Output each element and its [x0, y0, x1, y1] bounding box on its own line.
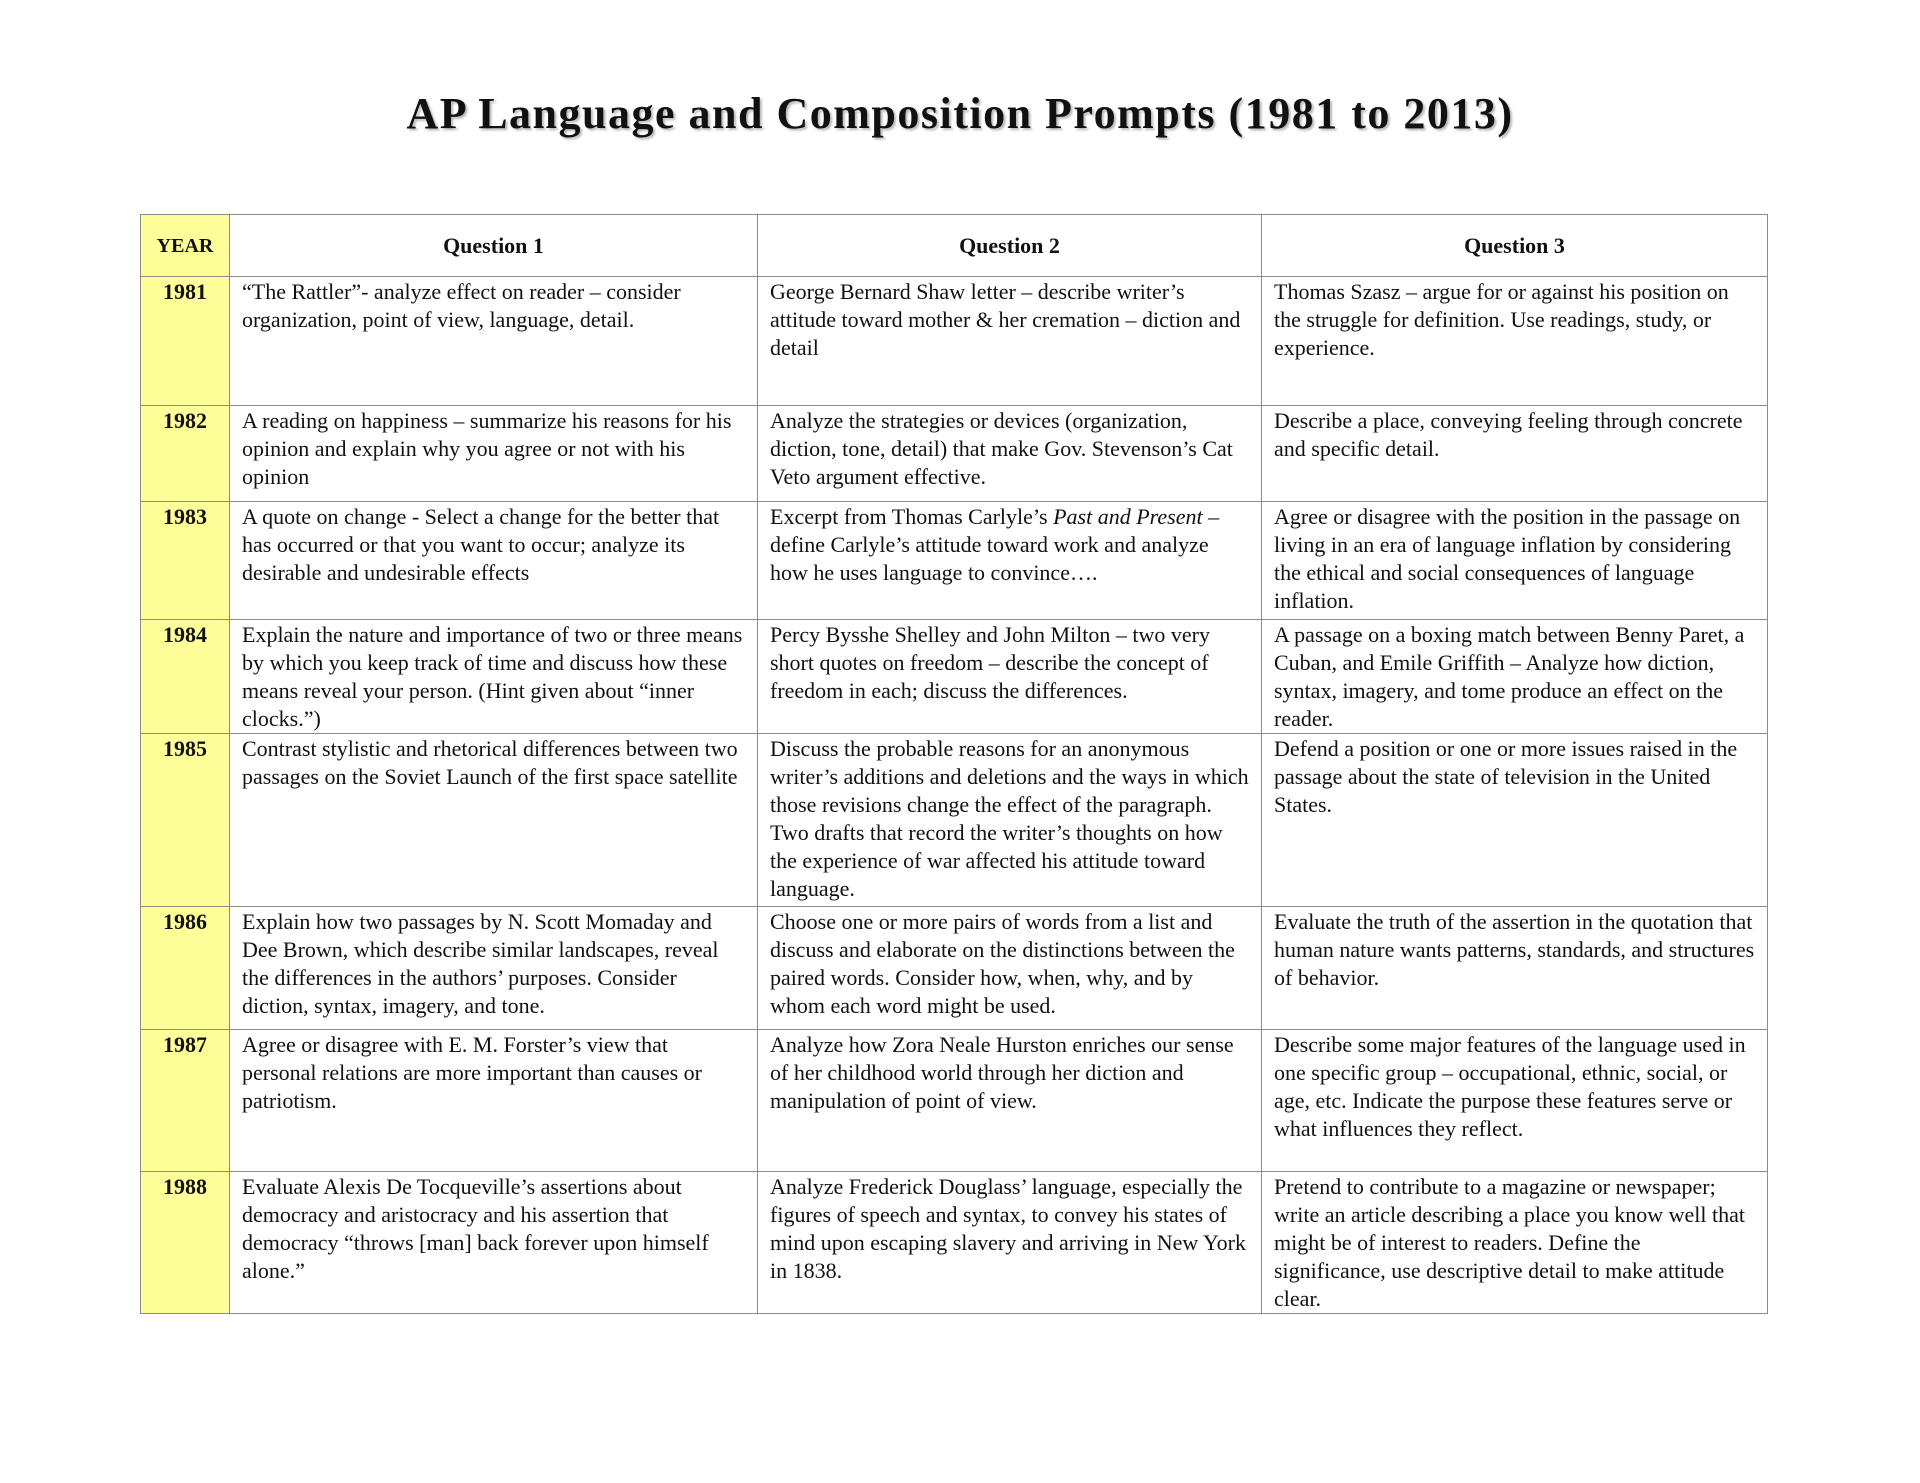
table-row: [141, 277, 1768, 406]
table-row: [141, 1030, 1768, 1172]
year-cell: 1988: [141, 1172, 230, 1314]
question-3-cell: Defend a position or one or more issues raised in the passage about the state of television in the United States.: [1262, 734, 1768, 907]
year-cell: 1984: [141, 620, 230, 734]
table-row: [141, 907, 1768, 1030]
table-row: [141, 502, 1768, 620]
q2-text-prefix: Excerpt from Thomas Carlyle’s: [770, 504, 1054, 529]
question-3-cell: A passage on a boxing match between Benny Paret, a Cuban, and Emile Griffith – Analyze how diction, syntax, imagery, and tome produce an effect on the reader.: [1262, 620, 1768, 734]
year-cell: 1985: [141, 734, 230, 907]
table-row: [141, 620, 1768, 734]
table-header-row: [141, 215, 1768, 277]
prompts-table: [140, 214, 1768, 1314]
question-3-cell: Pretend to contribute to a magazine or newspaper; write an article describing a place you know well that might be of interest to readers. Define the significance, use descriptive detail to make attitude clear.: [1262, 1172, 1768, 1314]
question-2-cell: Analyze Frederick Douglass’ language, especially the figures of speech and syntax, to convey his states of mind upon escaping slavery and arriving in New York in 1838.: [758, 1172, 1262, 1314]
question-3-cell: Agree or disagree with the position in the passage on living in an era of language inflation by considering the ethical and social consequences of language inflation.: [1262, 502, 1768, 620]
table-row: [141, 406, 1768, 502]
question-1-cell: Contrast stylistic and rhetorical differences between two passages on the Soviet Launch of the first space satellite: [230, 734, 758, 907]
question-3-cell: Thomas Szasz – argue for or against his position on the struggle for definition. Use readings, study, or experience.: [1262, 277, 1768, 406]
question-2-cell: [758, 502, 1262, 620]
book-title-italic: Past and Present: [1053, 504, 1203, 529]
question-2-cell: Choose one or more pairs of words from a list and discuss and elaborate on the distinctions between the paired words. Consider how, when, why, and by whom each word might be used.: [758, 907, 1262, 1030]
question-3-cell: Describe a place, conveying feeling through concrete and specific detail.: [1262, 406, 1768, 502]
year-column-header: YEAR: [141, 215, 230, 277]
question-1-cell: Evaluate Alexis De Tocqueville’s assertions about democracy and aristocracy and his assertion that democracy “throws [man] back forever upon himself alone.”: [230, 1172, 758, 1314]
year-cell: 1986: [141, 907, 230, 1030]
year-cell: 1983: [141, 502, 230, 620]
question-2-column-header: Question 2: [758, 215, 1262, 277]
question-1-cell: Explain the nature and importance of two or three means by which you keep track of time and discuss how these means reveal your person. (Hint given about “inner clocks.”): [230, 620, 758, 734]
year-cell: 1981: [141, 277, 230, 406]
question-2-cell: George Bernard Shaw letter – describe writer’s attitude toward mother & her cremation – diction and detail: [758, 277, 1262, 406]
question-3-cell: Describe some major features of the language used in one specific group – occupational, ethnic, social, or age, etc. Indicate the purpose these features serve or what influences they reflect.: [1262, 1030, 1768, 1172]
question-3-column-header: Question 3: [1262, 215, 1768, 277]
question-1-cell: A quote on change - Select a change for the better that has occurred or that you want to occur; analyze its desirable and undesirable effects: [230, 502, 758, 620]
question-1-cell: “The Rattler”- analyze effect on reader – consider organization, point of view, language, detail.: [230, 277, 758, 406]
table-row: [141, 734, 1768, 907]
question-1-cell: Explain how two passages by N. Scott Momaday and Dee Brown, which describe similar landscapes, reveal the differences in the authors’ purposes. Consider diction, syntax, imagery, and tone.: [230, 907, 758, 1030]
question-2-cell: Percy Bysshe Shelley and John Milton – two very short quotes on freedom – describe the concept of freedom in each; discuss the differences.: [758, 620, 1262, 734]
table-row: [141, 1172, 1768, 1314]
question-1-column-header: Question 1: [230, 215, 758, 277]
q2-text-suffix: – define Carlyle’s attitude toward work and analyze how he uses language to convince….: [770, 504, 1220, 585]
question-3-cell: Evaluate the truth of the assertion in the quotation that human nature wants patterns, standards, and structures of behavior.: [1262, 907, 1768, 1030]
year-cell: 1987: [141, 1030, 230, 1172]
question-1-cell: Agree or disagree with E. M. Forster’s view that personal relations are more important than causes or patriotism.: [230, 1030, 758, 1172]
page-title: AP Language and Composition Prompts (1981 to 2013): [406, 89, 1514, 138]
question-1-cell: A reading on happiness – summarize his reasons for his opinion and explain why you agree or not with his opinion: [230, 406, 758, 502]
question-2-cell: Analyze how Zora Neale Hurston enriches our sense of her childhood world through her diction and manipulation of point of view.: [758, 1030, 1262, 1172]
year-cell: 1982: [141, 406, 230, 502]
question-2-cell: Analyze the strategies or devices (organization, diction, tone, detail) that make Gov. Stevenson’s Cat Veto argument effective.: [758, 406, 1262, 502]
question-2-cell: Discuss the probable reasons for an anonymous writer’s additions and deletions and the ways in which those revisions change the effect of the paragraph. Two drafts that record the writer’s thoughts on how the experience of war affected his attitude toward language.: [758, 734, 1262, 907]
